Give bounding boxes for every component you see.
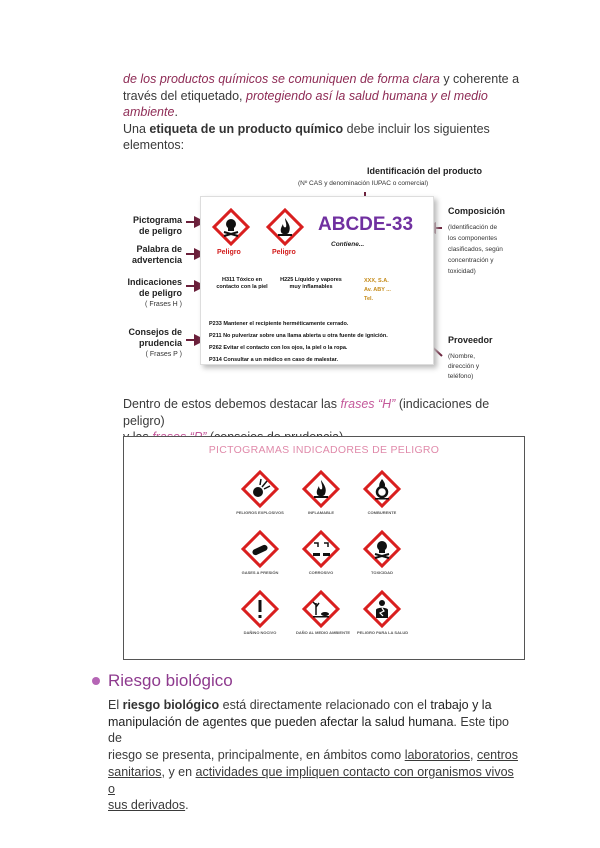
bio-text-4b: , y en	[161, 764, 196, 779]
h311-statement: H311 Tóxico en contacto con la piel	[216, 277, 268, 290]
skull-icon	[362, 529, 402, 569]
bio-text-2a: manipulación de agentes que pueden afectar la salud humana	[108, 714, 454, 729]
link-derivados[interactable]: sus derivados	[108, 798, 186, 813]
bio-period: .	[185, 798, 189, 813]
id-title: Identificación del producto	[367, 166, 483, 176]
flame-over-circle-icon	[362, 469, 402, 509]
pictograms-box	[123, 436, 525, 660]
pictogram-harmful	[235, 589, 285, 635]
p262-statement: P262 Evitar el contacto con los ojos, la piel o la ropa.	[209, 345, 348, 351]
flammable-pictogram-icon	[265, 207, 305, 247]
health-hazard-icon	[362, 589, 402, 629]
link-centros[interactable]: centros	[476, 748, 518, 763]
pictogram-caption: PELIGRO PARA LA SALUD	[357, 630, 409, 635]
intro-text-5: elementos:	[123, 138, 185, 152]
p211-statement: P211 No pulverizar sobre una llama abierta u otra fuente de ignición.	[209, 333, 388, 339]
pictogram-caption: TOXICIDAD	[371, 570, 393, 575]
link-actividades[interactable]: actividades que impliquen contacto con organismos vivos o	[108, 764, 514, 796]
bullet-dot	[92, 677, 100, 685]
intro-italic-2: protegiendo así la salud humana y el medio	[242, 88, 488, 103]
pictogram-caption: PELIGROS EXPLOSIVOS	[236, 510, 284, 515]
precautionary-label: Consejos de prudencia	[128, 327, 182, 348]
id-subtitle: (Nº CAS y denominación IUPAC o comercial)	[298, 180, 429, 187]
corrosion-icon	[301, 529, 341, 569]
label-figure	[120, 160, 520, 380]
supplier-info: XXX, S.A. Av. ABY ... Tel.	[364, 278, 391, 302]
h-phrases-link: frases “H”	[340, 397, 396, 411]
composition-label: Composición	[448, 206, 506, 216]
pictograms-title: PICTOGRAMAS INDICADORES DE PELIGRO	[208, 444, 440, 456]
bio-risk-paragraph	[108, 697, 520, 814]
intro-italic-1: de los productos químicos se comuniquen de forma clara	[123, 72, 440, 86]
pictogram-environment	[296, 589, 351, 635]
pictogram-caption: GASES A PRESIÓN	[241, 570, 279, 575]
gas-cylinder-icon	[240, 529, 280, 569]
intro-text-1: y coherente a	[439, 72, 520, 86]
pictogram-caption: INFLAMABLE	[308, 510, 334, 515]
section-heading: Riesgo biológico	[108, 671, 233, 690]
bio-text-3: riesgo se presenta, principalmente, en ámbitos como	[108, 748, 405, 763]
pictogram-explosive	[235, 469, 285, 515]
pictogram-caption: DAÑINO NOCIVO	[243, 630, 277, 635]
intro-paragraph	[123, 71, 523, 154]
intro-text-4a: Una	[123, 121, 150, 136]
intro-italic-3: ambiente	[123, 105, 175, 119]
p314-statement: P314 Consultar a un médico en caso de malestar.	[209, 357, 338, 363]
signal-word-1: Peligro	[217, 249, 241, 256]
signal-word-label: Palabra de advertencia	[131, 244, 182, 265]
p233-statement: P233 Mantener el recipiente herméticamente cerrado.	[209, 321, 349, 327]
signal-word-2: Peligro	[272, 249, 296, 256]
bio-text-1c: está directamente relacionado con el	[219, 698, 431, 712]
pictogram-health	[357, 589, 407, 635]
pictogram-corrosive	[296, 529, 346, 575]
product-name: ABCDE-33	[318, 214, 414, 235]
bio-comma: ,	[470, 748, 477, 763]
intro-period: .	[174, 105, 178, 119]
bio-bold: riesgo biológico	[122, 698, 220, 712]
link-sanitarios[interactable]: sanitarios	[108, 764, 162, 779]
supplier-label: Proveedor	[448, 335, 493, 345]
h-phrases-label: ( Frases H )	[145, 301, 182, 308]
exclamation-icon	[240, 589, 280, 629]
pictogram-caption: CORROSIVO	[308, 570, 334, 575]
h225-statement: H225 Líquido y vapores muy inflamables	[280, 277, 342, 290]
pictogram-toxic	[357, 529, 407, 575]
supplier-sub: (Nombre, dirección y teléfono)	[448, 353, 480, 380]
toxic-pictogram-icon	[211, 207, 251, 247]
mid-text-a: Dentro de estos debemos destacar las	[123, 397, 341, 411]
pictogram-label: Pictograma de peligro	[132, 215, 182, 236]
link-laboratorios[interactable]: laboratorios	[404, 748, 471, 763]
hazard-statements-label: Indicaciones de peligro	[127, 277, 182, 298]
product-label-card	[200, 196, 434, 365]
p-phrases-label: ( Frases P )	[145, 351, 182, 358]
bio-text-1a: El	[108, 698, 123, 712]
environment-icon	[301, 589, 341, 629]
intro-bold: etiqueta de un producto químico	[149, 121, 344, 136]
composition-sub: (Identificación de los componentes clasificados, según concentración y toxicidad)	[448, 224, 503, 275]
bio-text-1d: trabajo y la	[430, 698, 492, 712]
flame-icon	[301, 469, 341, 509]
bio-text-2b: . Este tipo de	[108, 714, 509, 746]
exploding-bomb-icon	[240, 469, 280, 509]
pictogram-flammable	[296, 469, 346, 515]
intro-text-4c: debe incluir los siguientes	[343, 121, 490, 136]
pictogram-caption: COMBURENTE	[367, 510, 397, 515]
contains-text: Contiene...	[331, 241, 365, 248]
pictogram-oxidizing	[357, 469, 407, 515]
pictogram-caption: DAÑO AL MEDIO AMBIENTE	[296, 630, 351, 635]
intro-text-2: través del etiquetado,	[123, 88, 243, 103]
pictogram-gas	[235, 529, 285, 575]
mid-text-c: (indicaciones de peligro)	[123, 397, 490, 428]
